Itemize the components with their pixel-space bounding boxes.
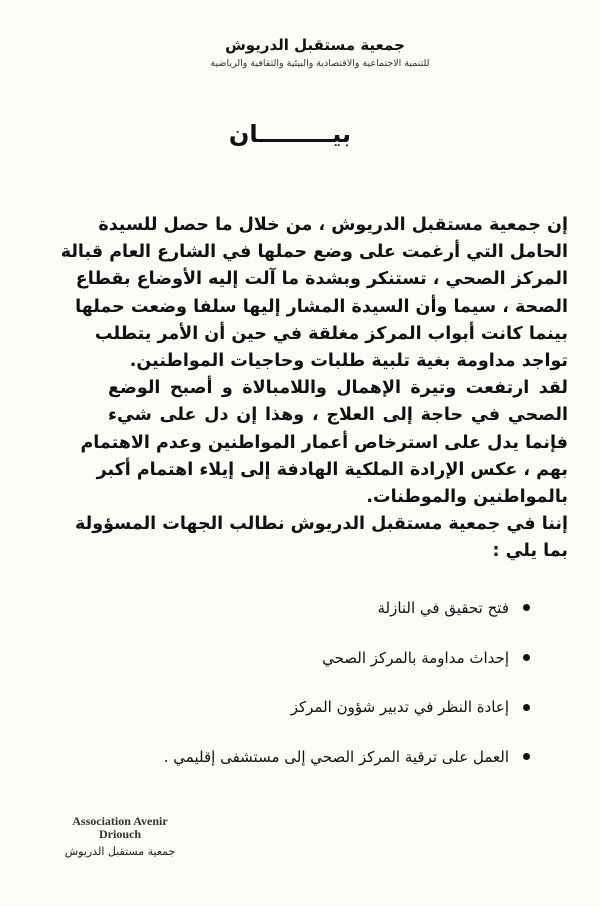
body-line: بما يلي : <box>492 541 568 562</box>
bullet-icon <box>523 704 530 711</box>
signature-block <box>40 815 200 858</box>
body-line: الصحة ، سيما وأن السيدة المشار إليها سلفا وضعت حملها <box>75 296 568 317</box>
body-line: فإنما يدل على استرخاص أعمار المواطنين وعدم الاهتمام <box>80 432 568 453</box>
statement-body <box>60 212 568 565</box>
demand-text: إعادة النظر في تدبير شؤون المركز <box>290 698 509 717</box>
body-line: إننا في جمعية مستقبل الدريوش نطالب الجهات المسؤولة <box>75 514 568 535</box>
demand-text: العمل على ترقية المركز الصحي إلى مستشفى إقليمي . <box>163 747 509 766</box>
document-title: بيـــــــــان <box>228 120 352 148</box>
body-line: لقد ارتفعت وتيرة الإهمال واللامبالاة و أصبح الوضع <box>108 378 568 399</box>
bullet-icon <box>523 753 530 760</box>
body-line: المركز الصحي ، تستنكر وبشدة ما آلت إليه الأوضاع بقطاع <box>75 269 568 290</box>
footer-name-fr-line2: Driouch <box>99 827 141 841</box>
body-line: إن جمعية مستقبل الدريوش ، من خلال ما حصل للسيدة <box>98 215 568 235</box>
association-name: جمعية مستقبل الدريوش <box>225 36 405 54</box>
footer-name-ar: جمعية مستقبل الدريوش <box>64 845 176 858</box>
demands-list <box>120 583 530 782</box>
list-item <box>120 732 530 782</box>
body-line: بهم ، عكس الإرادة الملكية الهادفة إلى إيلاء اهتمام أكبر <box>96 459 568 480</box>
list-item <box>120 682 530 732</box>
bullet-icon <box>523 654 530 661</box>
list-item <box>120 633 530 683</box>
bullet-icon <box>523 604 530 611</box>
footer-name-fr-line1: Association Avenir <box>72 814 168 828</box>
demand-text: إحداث مداومة بالمركز الصحي <box>322 648 509 667</box>
body-line: الصحي في حاجة إلى العلاج ، وهذا إن دل على شيء <box>108 405 568 426</box>
body-line: تواجد مداومة بغية تلبية طلبات وحاجيات المواطنين. <box>129 350 568 371</box>
association-subtitle: للتنمية الاجتماعية والاقتصادية والبيئية والثقافية والرياضية <box>210 58 430 69</box>
demand-text: فتح تحقيق في النازلة <box>377 598 509 617</box>
list-item <box>120 583 530 633</box>
body-line: بينما كانت أبواب المركز مغلقة في حين أن الأمر يتطلب <box>94 323 568 344</box>
body-line: بالمواطنين والموطنات. <box>366 486 568 507</box>
body-line: الحامل التي أرغمت على وضع حملها في الشارع العام قبالة <box>60 242 568 263</box>
